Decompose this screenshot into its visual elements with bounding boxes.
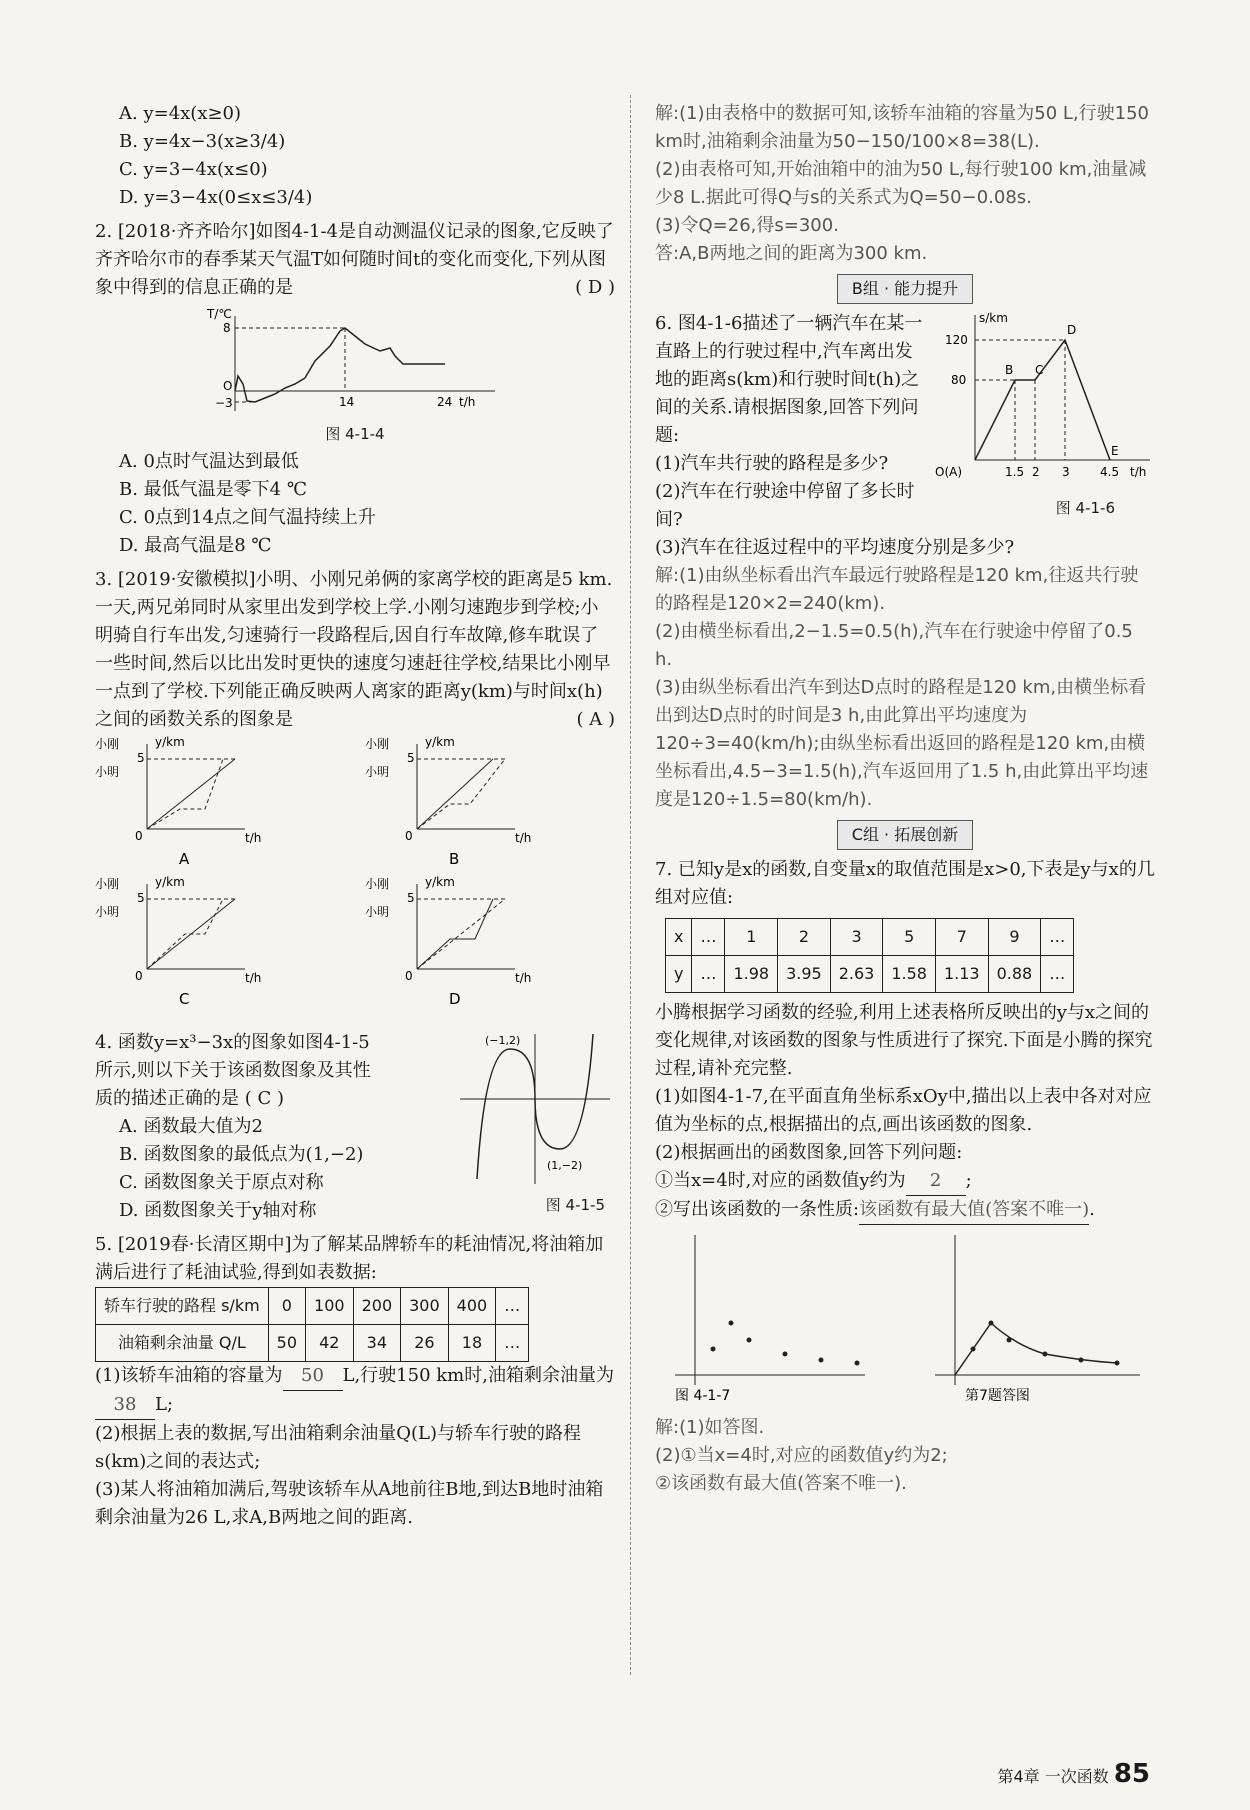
q3d-label-ming: 小明 <box>365 905 390 919</box>
q3b-tick5: 5 <box>407 751 415 765</box>
q5-cell: 200 <box>353 1288 401 1325</box>
q2-option-c: C. 0点到14点之间气温持续上升 <box>119 507 376 528</box>
q3-text: 3. [2019·安徽模拟]小明、小刚兄弟俩的家离学校的距离是5 km.一天,两兄弟同时从家里出发到学校上学.小刚匀速跑步到学校;小明骑自行车出发,匀速骑行一段路程后,因自行车故障,修车耽误了一些时间,然后以比出发时更快的速度匀速赶往学校,结果比小刚早一点到了学校.下列能正确反映两人离家的距离y(km)与时间x(h)之间的函数关系的图象是 ( A ) <box>95 566 615 734</box>
q3-graphs <box>95 734 615 1014</box>
q5-cell: … <box>496 1325 529 1362</box>
q5-solution-2: (2)由表格可知,开始油箱中的油为50 L,每行驶100 km,油量减少8 L.据此可得Q与s的关系式为Q=50−0.08s. <box>655 159 1147 208</box>
q6-text: 6. 图4-1-6描述了一辆汽车在某一直路上的行驶过程中,汽车离出发地的距离s(km)和行驶时间t(h)之间的关系.请根据图象,回答下列问题: <box>655 313 923 446</box>
fig416-tick-2: 2 <box>1032 465 1040 479</box>
q7-cell: 1 <box>725 919 778 956</box>
q5-cell: … <box>496 1288 529 1325</box>
q2-option-b: B. 最低气温是零下4 ℃ <box>119 479 307 500</box>
fig416-tick-120: 120 <box>945 333 968 347</box>
q7-cell: 3.95 <box>778 956 831 993</box>
q7-table <box>665 918 1074 993</box>
q7-cell: 2.63 <box>830 956 883 993</box>
q5-part1: (1)该轿车油箱的容量为 50 L,行驶150 km时,油箱剩余油量为38 L; <box>95 1362 615 1420</box>
q3-answer: ( A ) <box>576 709 615 730</box>
fig-4-1-5 <box>455 1029 615 1189</box>
q7-cell: … <box>1041 919 1074 956</box>
fig416-xlabel: t/h <box>1130 465 1147 479</box>
fig416-point-e: E <box>1111 444 1119 458</box>
q7-intro: 小腾根据学习函数的经验,利用上述表格所反映出的y与x之间的变化规律,对该函数的图象与性质进行了探究.下面是小腾的探究过程,请补充完整. <box>655 1002 1153 1079</box>
fig414-ylabel: T/℃ <box>207 307 232 321</box>
q5-cell: 42 <box>306 1325 354 1362</box>
fig415-point-max: (−1,2) <box>485 1034 521 1047</box>
q5-row2-head: 油箱剩余油量 Q/L <box>96 1325 269 1362</box>
q3b-caption: B <box>449 850 460 868</box>
fig-4-1-7 <box>675 1235 865 1404</box>
q4-answer: ( C ) <box>244 1088 284 1109</box>
q5-cell: 0 <box>268 1288 305 1325</box>
q5-text: 5. [2019春·长清区期中]为了解某品牌轿车的耗油情况,将油箱加满后进行了耗油试验,得到如表数据: <box>95 1234 604 1283</box>
fig-4-1-6 <box>935 310 1155 490</box>
q3d-tick5: 5 <box>407 891 415 905</box>
q7-figures <box>655 1225 1155 1405</box>
fig414-tick-0: O <box>223 379 233 393</box>
q7-row-x <box>666 919 1074 956</box>
fig416-point-d: D <box>1067 323 1077 337</box>
right-column <box>655 100 1155 1498</box>
q3c-caption: C <box>179 990 190 1008</box>
fig414-tick-8: 8 <box>223 321 231 335</box>
q7-blank-property: 该函数有最大值(答案不唯一) <box>859 1196 1089 1225</box>
q7-part2a: ①当x=4时,对应的函数值y约为 2 ; <box>655 1167 1155 1196</box>
q3c-tick0: 0 <box>135 969 143 983</box>
q5-cell: 100 <box>306 1288 354 1325</box>
q3d-tick0: 0 <box>405 969 413 983</box>
q5-solution-1: 解:(1)由表格中的数据可知,该轿车油箱的容量为50 L,行驶150 km时,油箱剩余油量为50−150/100×8=38(L). <box>655 103 1150 152</box>
fig-4-1-7-caption: 图 4-1-7 <box>675 1388 731 1404</box>
q7-text: 7. 已知y是x的函数,自变量x的取值范围是x>0,下表是y与x的几组对应值: <box>655 859 1155 908</box>
q7-cell: 1.98 <box>725 956 778 993</box>
q7-cell: … <box>692 919 725 956</box>
q5-cell: 18 <box>448 1325 496 1362</box>
page-footer <box>997 1760 1150 1791</box>
chapter-label: 第4章 一次函数 <box>997 1767 1109 1786</box>
q6-part2: (2)汽车在行驶途中停留了多长时间? <box>655 481 915 530</box>
q2-option-d: D. 最高气温是8 ℃ <box>119 535 272 556</box>
column-divider <box>630 95 631 1675</box>
q5-cell: 400 <box>448 1288 496 1325</box>
q7-solution-3: ②该函数有最大值(答案不唯一). <box>655 1473 907 1494</box>
q7-solution-2: (2)①当x=4时,对应的函数值y约为2; <box>655 1445 948 1466</box>
q3a-caption: A <box>179 850 190 868</box>
q3d-caption: D <box>449 990 461 1008</box>
q6-block <box>655 310 1155 534</box>
q7-cell: 2 <box>778 919 831 956</box>
q3b-ylabel: y/km <box>425 735 455 749</box>
fig416-tick-80: 80 <box>951 373 967 387</box>
fig416-origin: O(A) <box>935 465 963 479</box>
fig-4-1-4 <box>205 306 505 416</box>
q3-graph-b <box>365 735 531 868</box>
q7-cell: … <box>692 956 725 993</box>
fig416-point-c: C <box>1035 363 1044 377</box>
q7-row-y <box>666 956 1074 993</box>
q2-text: 2. [2018·齐齐哈尔]如图4-1-4是自动测温仪记录的图象,它反映了齐齐哈尔市的春季某天气温T如何随时间t的变化而变化,下列从图象中得到的信息正确的是 ( D ) <box>95 218 615 302</box>
q5-cell: 50 <box>268 1325 305 1362</box>
q6-part1: (1)汽车共行驶的路程是多少? <box>655 453 889 474</box>
q7-part2b: ②写出该函数的一条性质:该函数有最大值(答案不唯一). <box>655 1196 1155 1225</box>
q7-cell: 1.13 <box>935 956 988 993</box>
q1-option-d: D. y=3−4x(0≤x≤3/4) <box>119 187 313 208</box>
q3b-tick0: 0 <box>405 829 413 843</box>
fig414-tick-m3: −3 <box>215 396 233 410</box>
left-column <box>95 100 615 1532</box>
section-band-c-label: C组 · 拓展创新 <box>837 820 973 850</box>
q3a-ylabel: y/km <box>155 735 185 749</box>
q7-cell: 1.58 <box>883 956 936 993</box>
q3c-ylabel: y/km <box>155 875 185 889</box>
q5-cell: 300 <box>401 1288 449 1325</box>
q4-option-d: D. 函数图象关于y轴对称 <box>119 1200 317 1221</box>
q7-cell: 3 <box>830 919 883 956</box>
q7-cell: y <box>666 956 692 993</box>
q6-solution-1: 解:(1)由纵坐标看出汽车最远行驶路程是120 km,往返共行驶的路程是120×2=240(km). <box>655 565 1139 614</box>
q5-part3: (3)某人将油箱加满后,驾驶该轿车从A地前往B地,到达B地时油箱剩余油量为26 L,求A,B两地之间的距离. <box>95 1479 604 1528</box>
q5-cell: 34 <box>353 1325 401 1362</box>
fig-4-1-5-caption: 图 4-1-5 <box>545 1196 605 1214</box>
q4-option-c: C. 函数图象关于原点对称 <box>119 1172 324 1193</box>
q3b-label-gang: 小刚 <box>365 737 390 751</box>
q6-solution-2: (2)由横坐标看出,2−1.5=0.5(h),汽车在行驶途中停留了0.5 h. <box>655 621 1133 670</box>
fig414-tick-24: 24 <box>437 395 453 409</box>
q5-table <box>95 1287 529 1362</box>
q7-cell: 5 <box>883 919 936 956</box>
q7-cell: … <box>1041 956 1074 993</box>
q3a-xlabel: t/h <box>245 831 262 845</box>
page-number: 85 <box>1113 1759 1150 1789</box>
q3b-label-ming: 小明 <box>365 765 390 779</box>
q3a-label-ming: 小明 <box>95 765 120 779</box>
q3-graph-c <box>95 875 261 1008</box>
fig416-ylabel: s/km <box>979 311 1008 325</box>
q7-part1: (1)如图4-1-7,在平面直角坐标系xOy中,描出以上表中各对对应值为坐标的点,根据描出的点,画出该函数的图象. <box>655 1086 1152 1135</box>
q7-cell: 9 <box>988 919 1041 956</box>
section-band-b-label: B组 · 能力提升 <box>837 274 973 304</box>
q5-part2: (2)根据上表的数据,写出油箱剩余油量Q(L)与轿车行驶的路程s(km)之间的表达式; <box>95 1423 581 1472</box>
q7-blank-value: 2 <box>906 1167 966 1196</box>
fig416-tick-4-5: 4.5 <box>1100 465 1120 479</box>
q5-solution-4: 答:A,B两地之间的距离为300 km. <box>655 243 928 264</box>
q3c-label-gang: 小刚 <box>95 877 120 891</box>
q3c-tick5: 5 <box>137 891 145 905</box>
q6-part3: (3)汽车在往返过程中的平均速度分别是多少? <box>655 537 1015 558</box>
q4-text: 4. 函数y=x³−3x的图象如图4-1-5所示,则以下关于该函数图象及其性质的描述正确的是 ( C ) <box>95 1032 371 1109</box>
q3a-tick5: 5 <box>137 751 145 765</box>
q6-solution-3: (3)由纵坐标看出汽车到达D点时的路程是120 km,由横坐标看出到达D点时的时间是3 h,由此算出平均速度为120÷3=40(km/h);由纵坐标看出返回的路程是120 km,由横坐标看出,4.5−3=1.5(h),汽车返回用了1.5 h,由此算出平均速度是120÷1.5=80(km/h). <box>655 677 1149 810</box>
q7-answer-figure <box>935 1235 1140 1404</box>
fig416-point-b: B <box>1005 363 1014 377</box>
fig414-tick-14: 14 <box>339 395 355 409</box>
q2-answer: ( D ) <box>575 277 615 298</box>
q1-option-b: B. y=4x−3(x≥3/4) <box>119 131 286 152</box>
q1-option-c: C. y=3−4x(x≤0) <box>119 159 268 180</box>
q2-option-a: A. 0点时气温达到最低 <box>119 451 299 472</box>
q7-cell: 7 <box>935 919 988 956</box>
q3a-label-gang: 小刚 <box>95 737 120 751</box>
q5-solution-3: (3)令Q=26,得s=300. <box>655 215 839 236</box>
q4-block <box>95 1029 615 1225</box>
section-band-b <box>655 274 1155 304</box>
q4-option-a: A. 函数最大值为2 <box>119 1116 263 1137</box>
q5-cell: 26 <box>401 1325 449 1362</box>
fig-4-1-6-caption: 图 4-1-6 <box>1055 499 1115 517</box>
q7-solution-1: 解:(1)如答图. <box>655 1417 765 1438</box>
q3c-xlabel: t/h <box>245 971 262 985</box>
q3-graph-d <box>365 875 531 1008</box>
section-band-c <box>655 820 1155 850</box>
q7-answer-figure-caption: 第7题答图 <box>965 1388 1030 1404</box>
fig416-tick-3: 3 <box>1062 465 1070 479</box>
q3d-label-gang: 小刚 <box>365 877 390 891</box>
q5-blank-capacity: 50 <box>283 1362 343 1391</box>
q3d-xlabel: t/h <box>515 971 532 985</box>
q5-row-distance <box>96 1288 529 1325</box>
q5-blank-remaining: 38 <box>95 1391 155 1420</box>
q3-graph-a <box>95 735 261 868</box>
q3a-tick0: 0 <box>135 829 143 843</box>
q7-cell: x <box>666 919 692 956</box>
q5-row1-head: 轿车行驶的路程 s/km <box>96 1288 269 1325</box>
q4-option-b: B. 函数图象的最低点为(1,−2) <box>119 1144 364 1165</box>
q3c-label-ming: 小明 <box>95 905 120 919</box>
q7-cell: 0.88 <box>988 956 1041 993</box>
q3b-xlabel: t/h <box>515 831 532 845</box>
q7-part2: (2)根据画出的函数图象,回答下列问题: <box>655 1142 963 1163</box>
fig416-tick-1-5: 1.5 <box>1005 465 1025 479</box>
fig415-point-min: (1,−2) <box>547 1159 583 1172</box>
q5-row-fuel <box>96 1325 529 1362</box>
fig414-xlabel: t/h <box>459 395 476 409</box>
fig-4-1-4-caption: 图 4-1-4 <box>325 425 385 443</box>
q3d-ylabel: y/km <box>425 875 455 889</box>
q1-option-a: A. y=4x(x≥0) <box>119 103 242 124</box>
